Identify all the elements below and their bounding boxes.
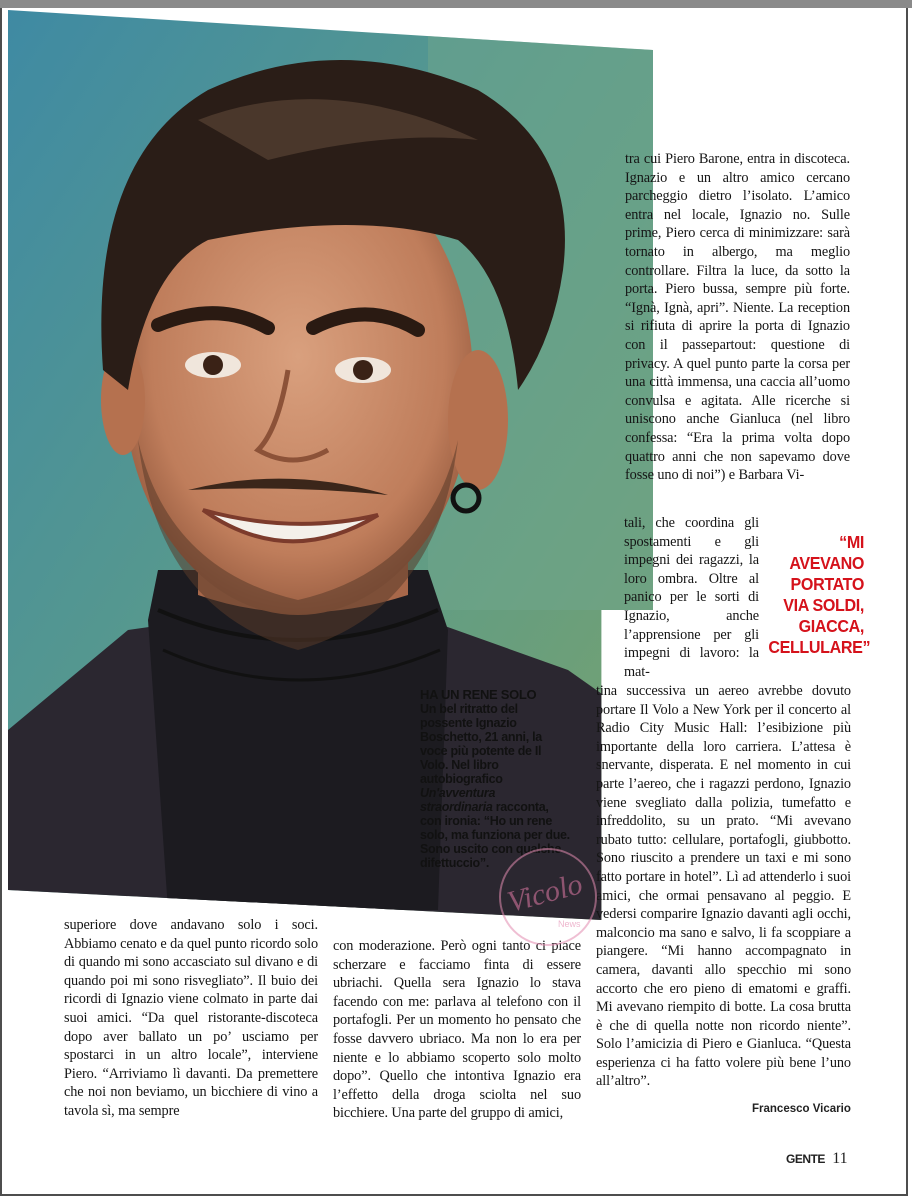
paragraph: tina successiva un aereo avrebbe dovuto portare Il Volo a New York per il concerto al Radio City Music Hall: l’esibizione più importante della loro carriera. L’attesa è snervante, disperata. E nel momento in cui parte l’aereo, che i ragazzi perdono, Ignazio viene svegliato dalla polizia, tumefatto e infreddolito, su un prato. “Mi avevano rubato tutto: cellulare, portafogli, giubbotto. Sono riuscito a prendere un taxi e mi sono fatto portare in hotel”. Lì ad attenderlo i suoi amici, che ormai pensavano al peggio. E vedersi comparire Ignazio davanti agli occhi, malconcio ma sano e salvo, li fa scoppiare a piangere. “Mi hanno accompagnato in camera, davanti allo specchio mi sono accorto che ero pieno di ematomi e graffi. Mi avevano riempito di botte. La cosa brutta è che di quella notte non ricordo niente”. Solo l’amicizia di Piero e Gianluca. “Questa esperienza ci ha fatto volere più bene l’uno all’altro”. [596, 683, 851, 1090]
caption-quote: racconta, con ironia: “Ho un rene solo, ma funziona per due. Sono uscito con qualche difettuccio”. [420, 800, 570, 870]
svg-text:News: News [558, 919, 581, 929]
magazine-name: GENTE [786, 1152, 825, 1166]
paragraph: tra cui Piero Barone, entra in discoteca. Ignazio e un altro amico cercano parcheggio dietro l’isolato. L’amico entra nel locale, Ignazio no. Sulle prime, Piero cerca di minimizzare: sarà tornato in albergo, ma meglio controllare. Filtra la luce, da sotto la porta. Piero bussa, sempre più forte. “Ignà, Ignà, apri”. Niente. La reception si rifiuta di aprire la porta di Ignazio con il passepartout: questione di privacy. A quel punto parte la corsa per una città immensa, una caccia all’uomo convulsa e agitata. Alle ricerche si uniscono anche Gianluca (nel libro confessa: “Era la prima volta dopo quattro anni che non sapevamo dove fosse uno di noi”) e Barbara Vi- [625, 151, 850, 484]
watermark-logo [468, 842, 618, 962]
article-column-right-top [625, 150, 850, 485]
pull-quote-line: “MI [839, 532, 864, 552]
caption-text: Un bel ritratto del possente Ignazio Boschetto, 21 anni, la voce più potente de Il Volo. Nel libro autobiografico [420, 702, 542, 786]
article-column-right-bottom [596, 682, 851, 1091]
pull-quote-line: PORTATO [790, 574, 864, 594]
paragraph: con moderazione. Però ogni tanto ci piace scherzare e facciamo finta di essere ubriachi. Quella sera Ignazio lo stava facendo con me: parlava al telefono con il portafogli. Per un momento ho pensato che fosse davvero ubriaco. Ma non lo era per niente e lo abbiamo scoperto solo molto dopo”. Quello che intontiva Ignazio era l’effetto della droga sciolta nel suo bicchiere. Una parte del gruppo di amici, [333, 938, 581, 1122]
byline: Francesco Vicario [752, 1103, 851, 1115]
pull-quote [760, 532, 871, 658]
page-number: 11 [832, 1150, 848, 1167]
pull-quote-line: GIACCA, [798, 616, 864, 636]
svg-text:Vicolo: Vicolo [503, 867, 586, 919]
article-column-middle [333, 937, 581, 1123]
paragraph: superiore dove andavano solo i soci. Abbiamo cenato e da quel punto ricordo solo di quando mi sono accasciato sul divano e di quando poi mi sono risvegliato”. Il buio dei ricordi di Ignazio viene colmato in parte dai suoi amici. “Da quel ristorante-discoteca dopo aver ballato un po’ usciamo per spostarci in un altro locale”, interviene Piero. “Arriviamo lì davanti. Da premettere che noi non beviamo, un bicchiere di vino a tavola sì, ma sempre [64, 917, 318, 1119]
article-column-left [64, 916, 318, 1121]
pull-quote-line: AVEVANO [789, 553, 864, 573]
article-column-right-mid [624, 514, 759, 681]
page-footer [786, 1150, 848, 1168]
page-top-bar [0, 0, 912, 8]
pull-quote-line: CELLULARE” [768, 637, 871, 657]
caption-title: HA UN RENE SOLO [420, 687, 537, 702]
paragraph: tali, che coordina gli spostamenti e gli impegni dei ragazzi, la loro ombra. Oltre al panico per le sorti di Ignazio, anche l’apprensione per gli impegni di lavoro: la mat- [624, 515, 759, 680]
caption-book-title: Un'avventura straordinaria [420, 786, 496, 814]
pull-quote-line: VIA SOLDI, [783, 595, 864, 615]
